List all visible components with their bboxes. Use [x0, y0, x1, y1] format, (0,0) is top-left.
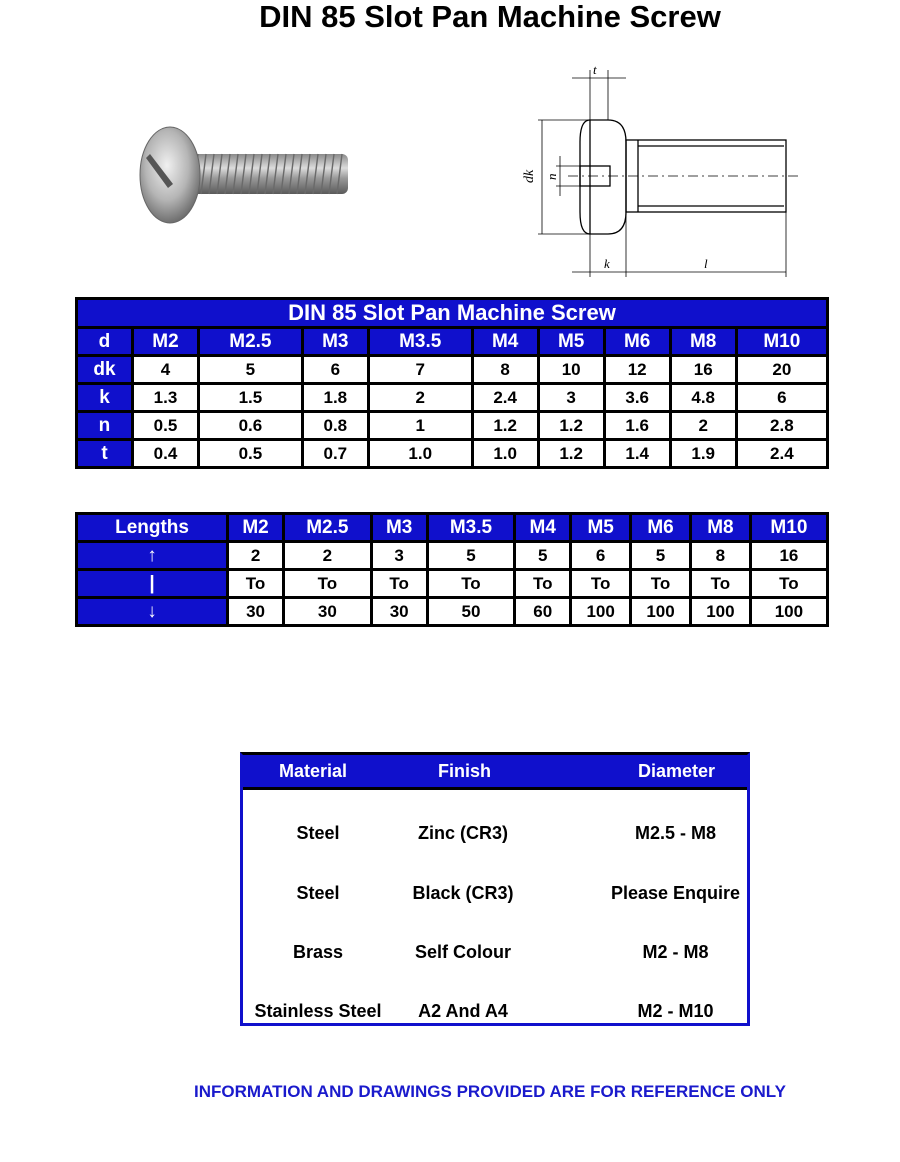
- table-cell: 5: [516, 543, 569, 568]
- header-cell: M5: [540, 329, 603, 354]
- label-l: l: [704, 256, 708, 271]
- row-label: ↓: [78, 599, 226, 624]
- table-cell: 7: [370, 357, 471, 382]
- table-cell: 1.0: [370, 441, 471, 466]
- material-cell: Brass: [292, 942, 344, 962]
- table-cell: 0.5: [200, 441, 301, 466]
- header-cell: M8: [692, 515, 749, 540]
- table-cell: 8: [692, 543, 749, 568]
- table-cell: 3: [373, 543, 426, 568]
- table-cell: 6: [572, 543, 629, 568]
- header-cell: M4: [516, 515, 569, 540]
- table-cell: 16: [752, 543, 826, 568]
- materials-header: [243, 755, 747, 790]
- table-cell: 3: [540, 385, 603, 410]
- table-cell: 1.3: [134, 385, 197, 410]
- table-cell: 12: [606, 357, 669, 382]
- table-cell: 1.0: [474, 441, 537, 466]
- table-cell: 8: [474, 357, 537, 382]
- table-cell: To: [373, 571, 426, 596]
- table-cell: 1.2: [474, 413, 537, 438]
- row-label: k: [78, 385, 131, 410]
- header-cell: d: [78, 329, 131, 354]
- table-cell: 5: [632, 543, 689, 568]
- lengths-table: [75, 512, 829, 627]
- label-t: t: [593, 62, 597, 77]
- finish-cell: Black (CR3): [412, 883, 514, 903]
- table-cell: 2.4: [738, 441, 826, 466]
- table-cell: To: [572, 571, 629, 596]
- table-cell: 100: [572, 599, 629, 624]
- table-cell: To: [632, 571, 689, 596]
- diameter-cell: M2 - M10: [637, 1001, 714, 1021]
- table-cell: 50: [429, 599, 514, 624]
- table-cell: 1.5: [200, 385, 301, 410]
- table-cell: 1.9: [672, 441, 735, 466]
- table-cell: 0.8: [304, 413, 367, 438]
- table-cell: 100: [752, 599, 826, 624]
- table-cell: 2: [229, 543, 282, 568]
- table-cell: 0.4: [134, 441, 197, 466]
- table-cell: To: [229, 571, 282, 596]
- header-cell: M3.5: [370, 329, 471, 354]
- header-cell: M3: [373, 515, 426, 540]
- header-cell: M10: [738, 329, 826, 354]
- table-cell: 30: [229, 599, 282, 624]
- material-cell: Steel: [296, 823, 340, 843]
- table-cell: To: [692, 571, 749, 596]
- header-cell: Lengths: [78, 515, 226, 540]
- header-cell: M3: [304, 329, 367, 354]
- table-cell: 6: [304, 357, 367, 382]
- finish-cell: Self Colour: [414, 942, 511, 962]
- table-cell: 2.4: [474, 385, 537, 410]
- diameter-cell: Please Enquire: [610, 883, 741, 903]
- table-cell: To: [285, 571, 370, 596]
- row-label: dk: [78, 357, 131, 382]
- table-row: [78, 413, 826, 438]
- table-cell: 16: [672, 357, 735, 382]
- table-cell: To: [752, 571, 826, 596]
- material-cell: Stainless Steel: [254, 1001, 382, 1021]
- header-cell: M10: [752, 515, 826, 540]
- material-cell: Steel: [296, 883, 340, 903]
- table-cell: 20: [738, 357, 826, 382]
- technical-drawing: [508, 62, 808, 282]
- table-cell: 2: [370, 385, 471, 410]
- diameter-cell: M2 - M8: [642, 942, 709, 962]
- table-cell: 1: [370, 413, 471, 438]
- table-cell: 5: [200, 357, 301, 382]
- table-cell: 60: [516, 599, 569, 624]
- table-cell: 1.2: [540, 441, 603, 466]
- table-cell: 30: [373, 599, 426, 624]
- header-cell: M2.5: [200, 329, 301, 354]
- header-cell: M6: [606, 329, 669, 354]
- table-cell: 0.6: [200, 413, 301, 438]
- table-cell: 2.8: [738, 413, 826, 438]
- table-cell: 5: [429, 543, 514, 568]
- table-cell: 2: [672, 413, 735, 438]
- row-label: n: [78, 413, 131, 438]
- table-cell: To: [516, 571, 569, 596]
- header-cell: M4: [474, 329, 537, 354]
- table-cell: 1.8: [304, 385, 367, 410]
- header-cell: M2: [134, 329, 197, 354]
- table-row: [78, 385, 826, 410]
- header-cell: M3.5: [429, 515, 514, 540]
- table-header-row: [78, 329, 826, 354]
- table-header-row: [78, 515, 826, 540]
- finish-cell: Zinc (CR3): [418, 823, 508, 843]
- row-label: |: [78, 571, 226, 596]
- table-cell: 4: [134, 357, 197, 382]
- finish-cell: A2 And A4: [418, 1001, 508, 1021]
- header-cell: M5: [572, 515, 629, 540]
- table-cell: 10: [540, 357, 603, 382]
- table-row: [78, 571, 826, 596]
- table-row: [78, 543, 826, 568]
- page-title: DIN 85 Slot Pan Machine Screw: [259, 0, 721, 34]
- table-cell: 0.5: [134, 413, 197, 438]
- table-caption: DIN 85 Slot Pan Machine Screw: [78, 300, 826, 326]
- table-cell: 1.2: [540, 413, 603, 438]
- header-cell: M2: [229, 515, 282, 540]
- label-n: n: [544, 173, 559, 180]
- diameter-cell: M2.5 - M8: [634, 823, 717, 843]
- header-material: Material: [279, 761, 348, 781]
- table-cell: 1.4: [606, 441, 669, 466]
- materials-table: [240, 752, 750, 1026]
- label-k: k: [604, 256, 610, 271]
- table-cell: To: [429, 571, 514, 596]
- row-label: t: [78, 441, 131, 466]
- table-cell: 100: [692, 599, 749, 624]
- header-diameter: Diameter: [638, 761, 716, 781]
- table-cell: 1.6: [606, 413, 669, 438]
- table-cell: 3.6: [606, 385, 669, 410]
- header-cell: M8: [672, 329, 735, 354]
- table-cell: 30: [285, 599, 370, 624]
- header-cell: M2.5: [285, 515, 370, 540]
- table-row: [78, 599, 826, 624]
- row-label: ↑: [78, 543, 226, 568]
- disclaimer-text: INFORMATION AND DRAWINGS PROVIDED ARE FOR REFERENCE ONLY: [194, 1082, 786, 1101]
- table-row: [78, 441, 826, 466]
- table-cell: 4.8: [672, 385, 735, 410]
- screw-photo: [138, 118, 353, 228]
- header-cell: M6: [632, 515, 689, 540]
- dimension-table: [75, 297, 829, 469]
- table-cell: 0.7: [304, 441, 367, 466]
- table-cell: 6: [738, 385, 826, 410]
- table-cell: 2: [285, 543, 370, 568]
- label-dk: dk: [522, 169, 537, 183]
- table-cell: 100: [632, 599, 689, 624]
- header-finish: Finish: [438, 761, 491, 781]
- table-row: [78, 357, 826, 382]
